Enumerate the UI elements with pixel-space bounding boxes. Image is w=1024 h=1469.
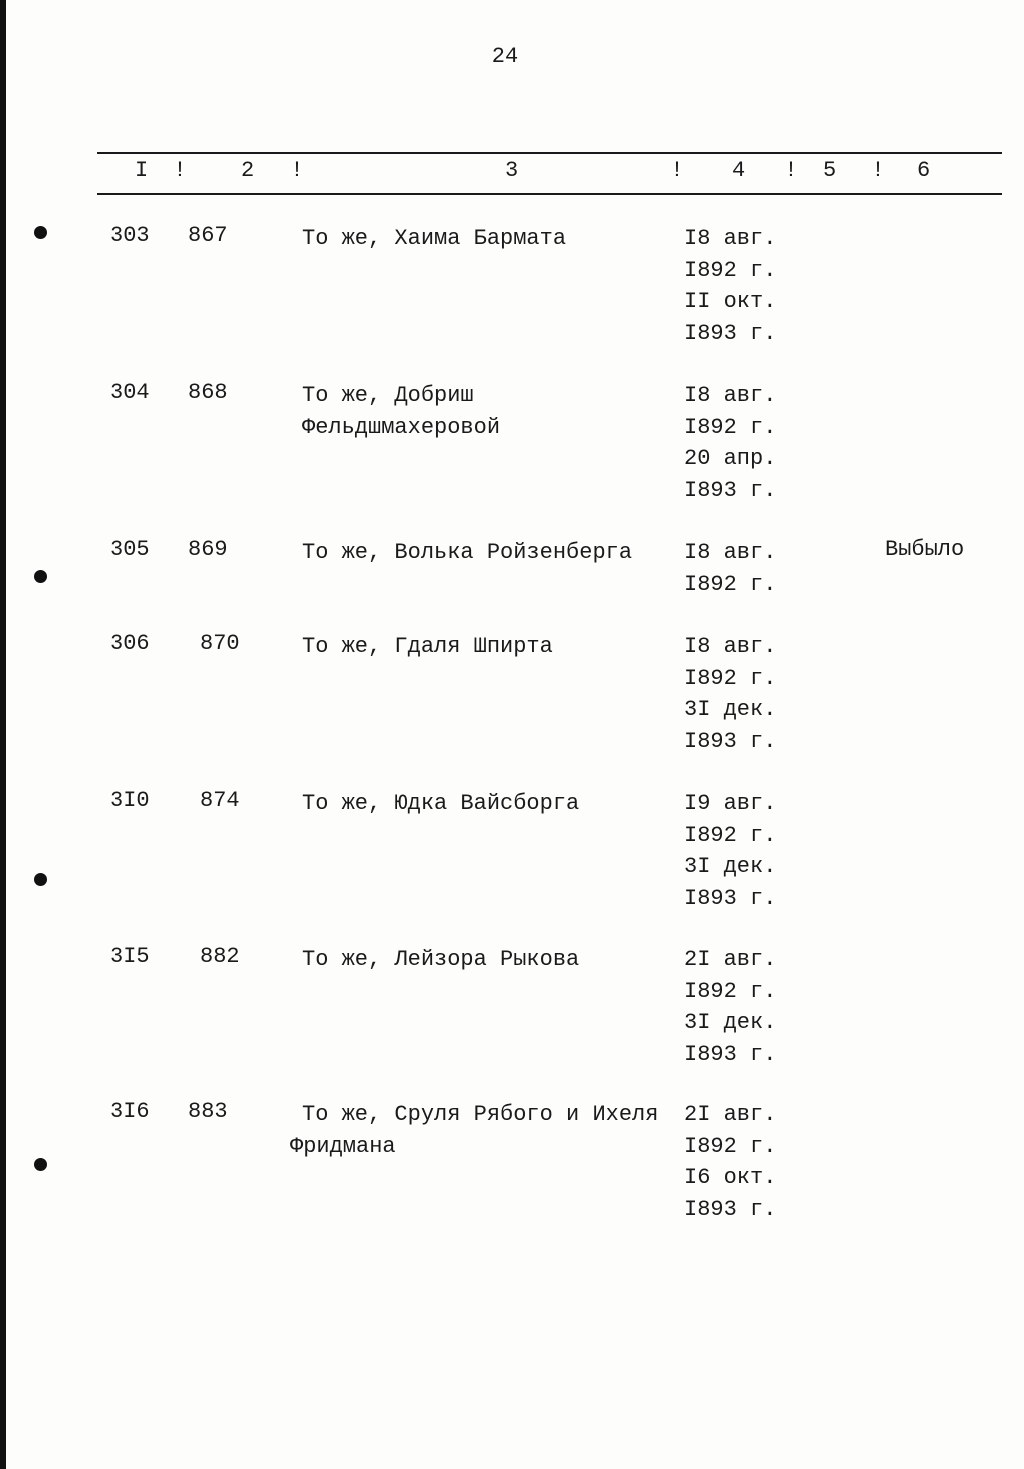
row-number: 3I5 — [110, 944, 150, 969]
row-number: 305 — [110, 537, 150, 562]
case-title — [290, 631, 682, 663]
case-title — [290, 944, 682, 976]
case-number: 869 — [188, 537, 228, 562]
row-number: 3I0 — [110, 788, 150, 813]
punch-hole-mark — [34, 570, 47, 583]
date-line: I892 г. — [684, 822, 777, 848]
header-separator: ! — [290, 158, 304, 183]
case-number: 867 — [188, 223, 228, 248]
date-line: I8 авг. — [684, 634, 777, 659]
case-dates — [684, 788, 794, 914]
case-dates — [684, 537, 794, 600]
date-line: 2I авг. — [684, 1102, 777, 1127]
case-title-line1: То же, Добриш Фельдшмахеровой — [302, 383, 501, 440]
date-line: 2I авг. — [684, 947, 777, 972]
punch-hole-mark — [34, 1158, 47, 1171]
row-note: Выбыло — [885, 537, 965, 562]
date-line: 20 апр. — [684, 446, 777, 471]
case-title — [290, 380, 682, 443]
date-line: I893 г. — [684, 320, 777, 346]
table-header — [0, 158, 1024, 188]
case-number: 868 — [188, 380, 228, 405]
case-dates — [684, 223, 794, 349]
header-separator: ! — [670, 158, 684, 183]
header-bottom-rule — [97, 193, 1002, 195]
header-col5: 5 — [823, 158, 837, 183]
case-title — [290, 1099, 682, 1162]
case-title-line1: То же, Волька Ройзенберга — [302, 540, 633, 565]
date-line: I892 г. — [684, 571, 777, 597]
case-title — [290, 223, 682, 255]
case-number: 883 — [188, 1099, 228, 1124]
case-number: 874 — [200, 788, 240, 813]
punch-hole-mark — [34, 226, 47, 239]
header-separator: ! — [871, 158, 885, 183]
date-line: I892 г. — [684, 1133, 777, 1159]
case-title-line1: То же, Юдка Вайсборга — [302, 791, 580, 816]
row-number: 304 — [110, 380, 150, 405]
scan-left-edge — [0, 0, 6, 1469]
row-number: 3I6 — [110, 1099, 150, 1124]
date-line: II окт. — [684, 289, 777, 314]
case-title-line1: То же, Хаима Бармата — [302, 226, 567, 251]
date-line: I892 г. — [684, 414, 777, 440]
date-line: I8 авг. — [684, 226, 777, 251]
date-line: I893 г. — [684, 728, 777, 754]
date-line: 3I дек. — [684, 1010, 777, 1035]
header-separator: ! — [173, 158, 187, 183]
case-dates — [684, 380, 794, 506]
header-col6: 6 — [917, 158, 931, 183]
date-line: I893 г. — [684, 885, 777, 911]
case-title-line1: То же, Гдаля Шпирта — [302, 634, 553, 659]
case-title-line2: Фридмана — [290, 1133, 396, 1159]
case-dates — [684, 631, 794, 757]
case-dates — [684, 944, 794, 1070]
header-col3: 3 — [505, 158, 519, 183]
date-line: I892 г. — [684, 257, 777, 283]
case-title — [290, 537, 682, 569]
page-number: 24 — [491, 44, 519, 69]
row-number: 306 — [110, 631, 150, 656]
date-line: I893 г. — [684, 1041, 777, 1067]
case-number: 882 — [200, 944, 240, 969]
punch-hole-mark — [34, 873, 47, 886]
case-title — [290, 788, 682, 820]
case-dates — [684, 1099, 794, 1225]
date-line: I6 окт. — [684, 1165, 777, 1190]
date-line: I892 г. — [684, 978, 777, 1004]
date-line: 3I дек. — [684, 697, 777, 722]
case-number: 870 — [200, 631, 240, 656]
date-line: I9 авг. — [684, 791, 777, 816]
date-line: I893 г. — [684, 1196, 777, 1222]
header-col2: 2 — [241, 158, 255, 183]
date-line: 3I дек. — [684, 854, 777, 879]
date-line: I8 авг. — [684, 383, 777, 408]
header-separator: ! — [784, 158, 798, 183]
date-line: I8 авг. — [684, 540, 777, 565]
case-title-line1: То же, Сруля Рябого и Ихеля — [302, 1102, 659, 1127]
header-top-rule — [97, 152, 1002, 154]
date-line: I892 г. — [684, 665, 777, 691]
header-col1: I — [135, 158, 149, 183]
date-line: I893 г. — [684, 477, 777, 503]
row-number: 303 — [110, 223, 150, 248]
header-col4: 4 — [732, 158, 746, 183]
case-title-line1: То же, Лейзора Рыкова — [302, 947, 580, 972]
